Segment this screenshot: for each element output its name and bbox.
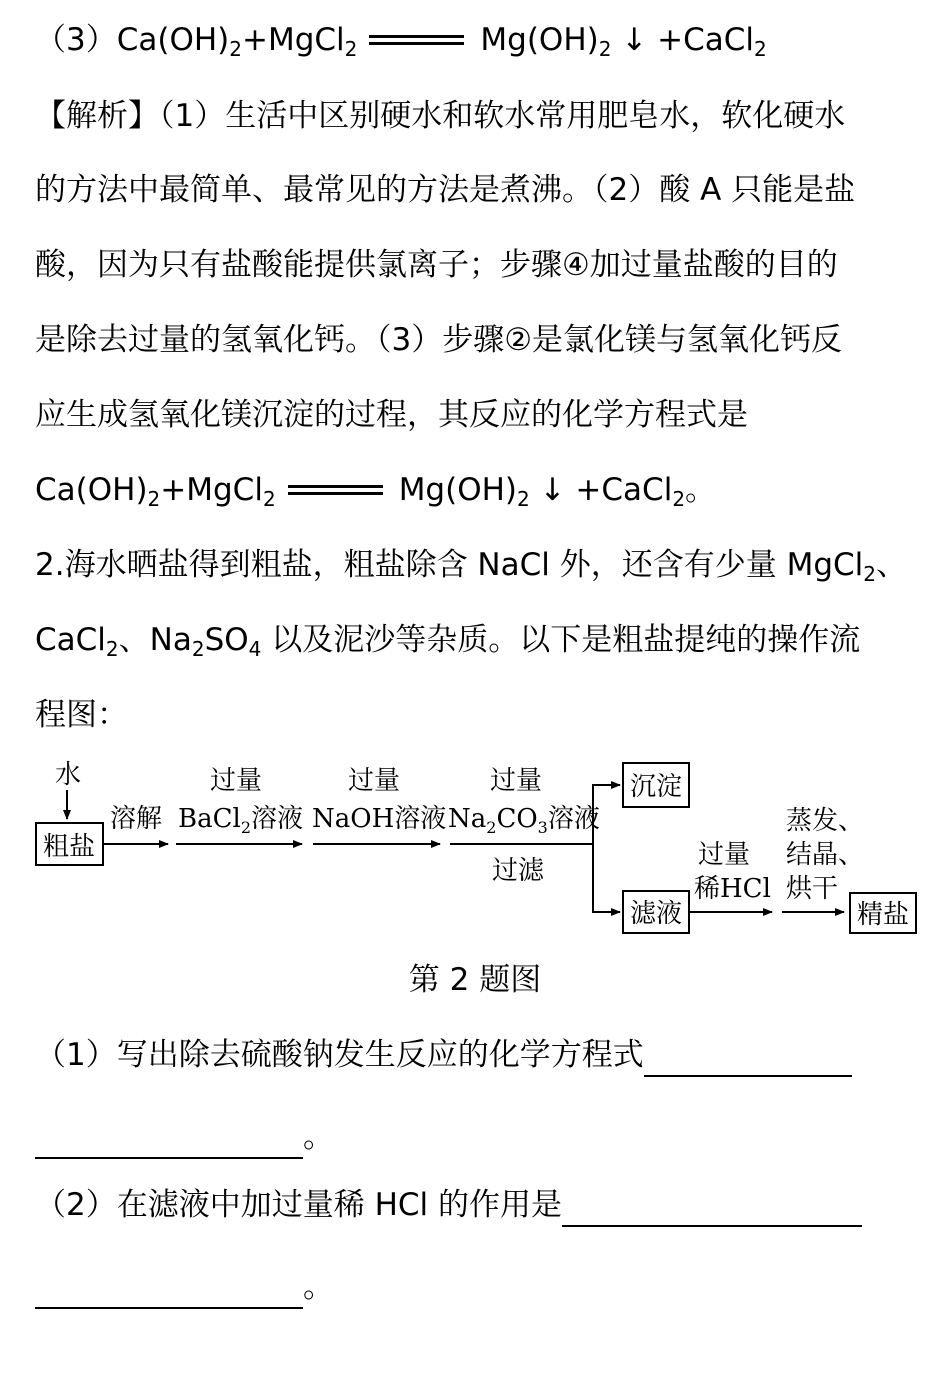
filtrate-label: 滤液 [630,899,683,929]
flow-diagram [30,755,925,940]
question-2-line-3: 程图： [35,697,128,733]
answer-blank[interactable] [35,1125,303,1159]
step5-label-3: 烘干 [786,874,839,904]
step5-label-1: 蒸发、 [786,806,865,836]
analysis-line-2: 的方法中最简单、最常见的方法是煮沸。（2）酸 A 只能是盐 [35,172,856,208]
equals-sign [288,485,383,495]
step1-top-label: 过量 [210,766,263,796]
step5-label-2: 结晶、 [786,840,865,870]
analysis-line-4: 是除去过量的氢氧化钙。（3）步骤②是氯化镁与氢氧化钙反 [35,322,843,358]
crude-salt-label: 粗盐 [43,832,96,862]
step2-reagent-label: NaOH溶液 [312,804,447,834]
question-2-2-continued: 。 [35,1265,915,1309]
figure-caption: 第 2 题图 [408,962,542,998]
question-2-2: （2）在滤液中加过量稀 HCl 的作用是 [35,1183,915,1227]
answer-blank[interactable] [562,1193,862,1227]
precipitate-label: 沉淀 [630,772,683,802]
water-label: 水 [55,760,82,790]
refined-salt-label: 精盐 [857,900,910,930]
question-2-line-1: 2.海水晒盐得到粗盐，粗盐除含 NaCl 外，还含有少量 MgCl$_2$、 [35,547,907,586]
answer-blank[interactable] [644,1043,852,1077]
question-2-1: （1）写出除去硫酸钠发生反应的化学方程式 [35,1033,915,1077]
analysis-line-3: 酸，因为只有盐酸能提供氯离子；步骤④加过量盐酸的目的 [35,247,838,283]
analysis-equation: $Ca(OH)_2+MgCl_2$ $Mg(OH)_2$ ↓ +CaCl$_2$。 [35,472,717,511]
answer-blank[interactable] [35,1275,303,1309]
question-2-line-2: CaCl$_2$、$Na_2SO_4$ 以及泥沙等杂质。以下是粗盐提纯的操作流 [35,622,861,661]
answer-equation-line: $(3)Ca(OH)_2+MgCl_2$ $Mg(OH)_2$ ↓ +CaCl$_2$ [35,22,767,61]
step1-reagent-label: BaCl$_2$溶液 [178,804,304,837]
dissolve-label: 溶解 [110,804,163,834]
step2-top-label: 过量 [348,766,401,796]
step3-reagent-label: $Na_2CO_3$溶液 [448,804,600,837]
analysis-line-1: 【解析】（1）生活中区别硬水和软水常用肥皂水，软化硬水 [35,98,846,134]
step4-reagent-label: 稀HCl [694,874,771,904]
analysis-line-5: 应生成氢氧化镁沉淀的过程，其反应的化学方程式是 [35,397,748,433]
equals-sign [369,35,464,45]
filter-label: 过滤 [492,856,545,886]
branch-to-filtrate [593,844,620,912]
question-2-1-continued: 。 [35,1115,915,1159]
step3-top-label: 过量 [490,766,543,796]
step4-top-label: 过量 [698,840,751,870]
